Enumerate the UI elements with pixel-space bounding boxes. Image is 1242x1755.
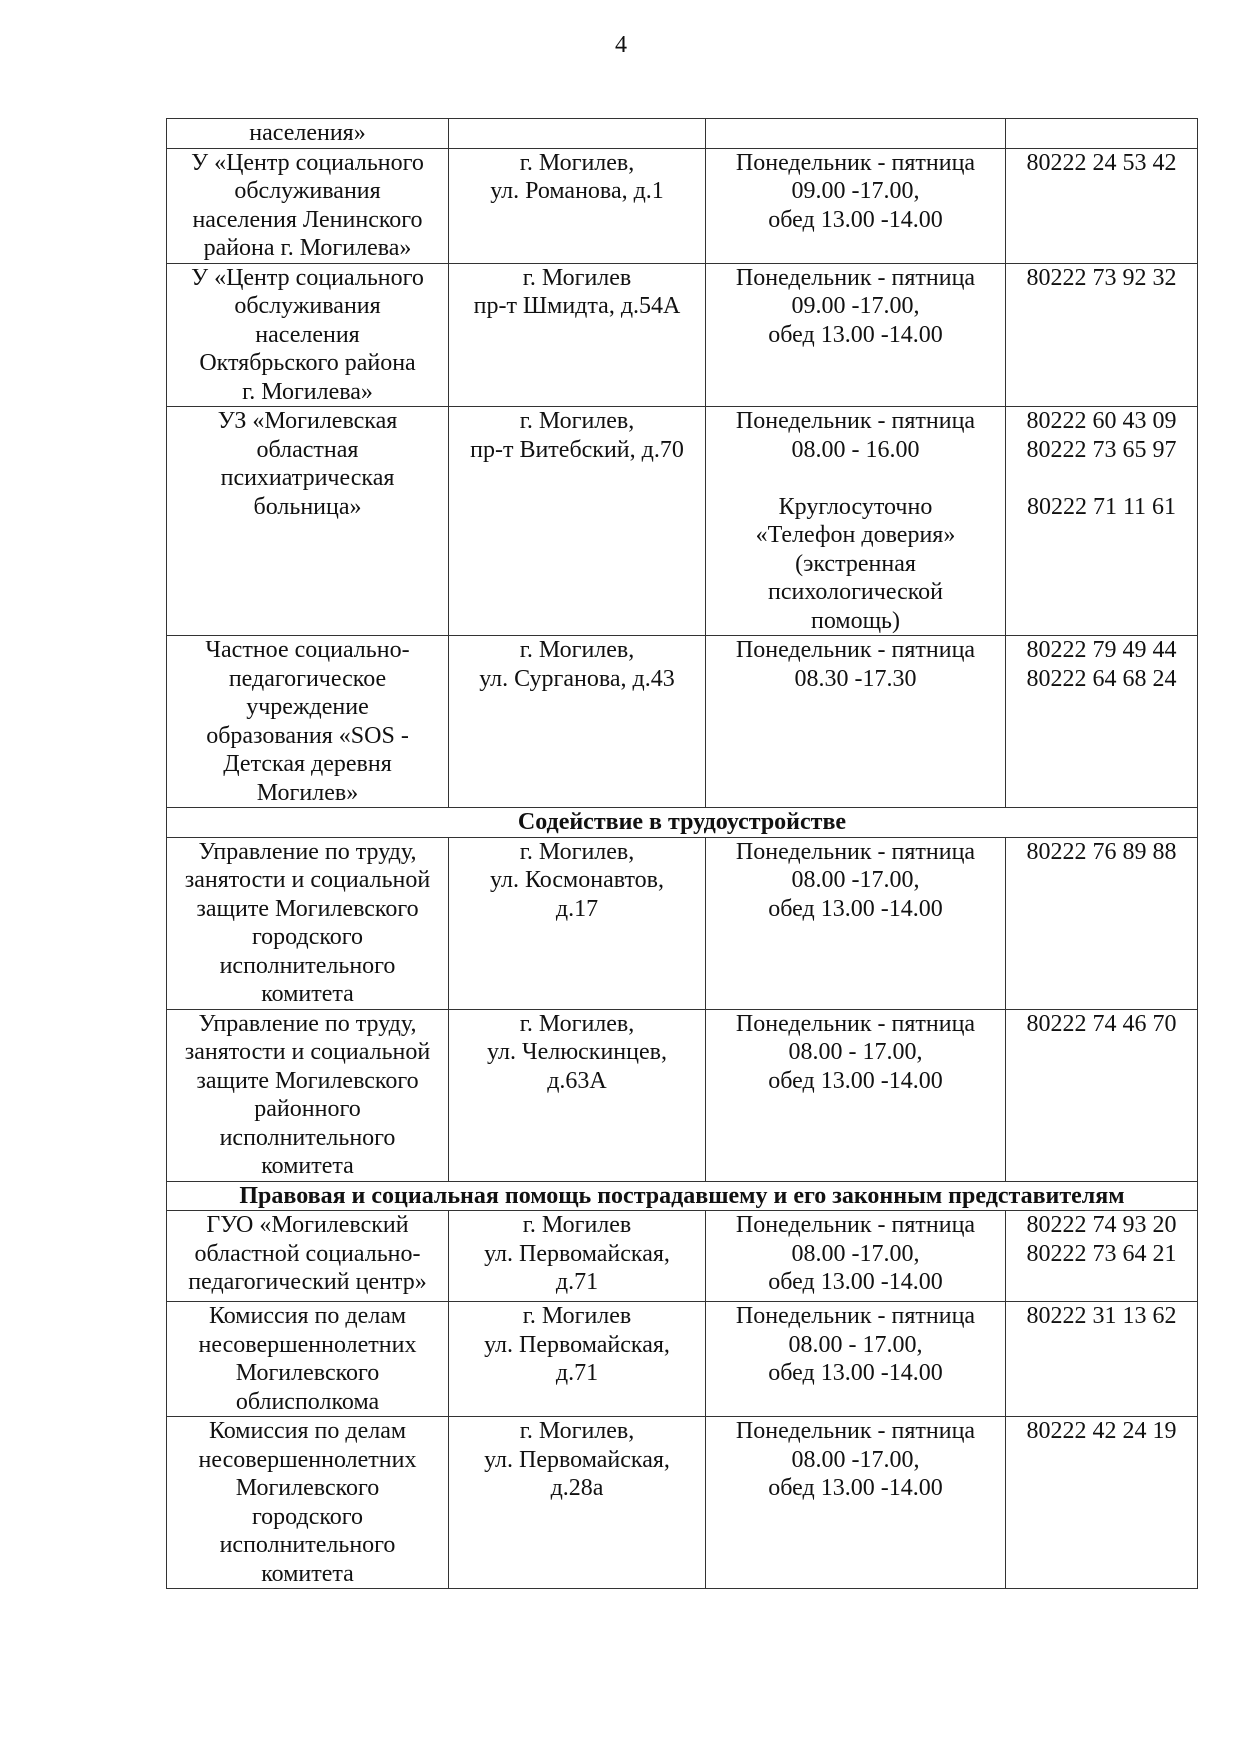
section-header-row — [167, 1181, 1198, 1211]
section-header-row — [167, 808, 1198, 838]
address-cell: г. Могилев ул. Первомайская, д.71 — [449, 1211, 706, 1302]
page-number: 4 — [615, 32, 627, 58]
phone-cell: 80222 74 46 70 — [1006, 1009, 1198, 1181]
hours-cell: Понедельник - пятница 09.00 -17.00, обед 13.00 -14.00 — [706, 263, 1006, 407]
address-cell — [449, 119, 706, 149]
contacts-table — [166, 118, 1198, 1589]
section-title: Содействие в трудоустройстве — [167, 808, 1198, 838]
table-row — [167, 1009, 1198, 1181]
table-row — [167, 119, 1198, 149]
address-cell: г. Могилев, ул. Сурганова, д.43 — [449, 636, 706, 808]
address-cell: г. Могилев, ул. Первомайская, д.28а — [449, 1417, 706, 1589]
phone-cell — [1006, 119, 1198, 149]
hours-cell — [706, 119, 1006, 149]
address-cell: г. Могилев, ул. Космонавтов, д.17 — [449, 837, 706, 1009]
organization-cell: Частное социально- педагогическое учреждение образования «SOS - Детская деревня Могилев» — [167, 636, 449, 808]
hours-cell: Понедельник - пятница 08.00 -17.00, обед 13.00 -14.00 — [706, 837, 1006, 1009]
phone-cell: 80222 24 53 42 — [1006, 148, 1198, 263]
address-cell: г. Могилев, ул. Романова, д.1 — [449, 148, 706, 263]
table-row — [167, 636, 1198, 808]
table-row — [167, 263, 1198, 407]
address-cell: г. Могилев, ул. Челюскинцев, д.63А — [449, 1009, 706, 1181]
address-cell: г. Могилев, пр-т Витебский, д.70 — [449, 407, 706, 636]
organization-cell: У «Центр социального обслуживания населения Октябрьского района г. Могилева» — [167, 263, 449, 407]
table-row — [167, 1417, 1198, 1589]
phone-cell: 80222 60 43 09 80222 73 65 97 80222 71 11 61 — [1006, 407, 1198, 636]
phone-cell: 80222 76 89 88 — [1006, 837, 1198, 1009]
hours-cell: Понедельник - пятница 08.30 -17.30 — [706, 636, 1006, 808]
table-row — [167, 1211, 1198, 1302]
hours-cell: Понедельник - пятница 08.00 - 17.00, обед 13.00 -14.00 — [706, 1302, 1006, 1417]
table-row — [167, 1302, 1198, 1417]
phone-cell: 80222 79 49 44 80222 64 68 24 — [1006, 636, 1198, 808]
hours-cell: Понедельник - пятница 08.00 - 16.00 Круглосуточно «Телефон доверия» (экстренная психологической помощь) — [706, 407, 1006, 636]
organization-cell: Управление по труду, занятости и социальной защите Могилевского районного исполнительного комитета — [167, 1009, 449, 1181]
organization-cell: Комиссия по делам несовершеннолетних Могилевского городского исполнительного комитета — [167, 1417, 449, 1589]
phone-cell: 80222 31 13 62 — [1006, 1302, 1198, 1417]
contacts-table-body — [167, 119, 1198, 1589]
phone-cell: 80222 74 93 20 80222 73 64 21 — [1006, 1211, 1198, 1302]
organization-cell: У «Центр социального обслуживания населения Ленинского района г. Могилева» — [167, 148, 449, 263]
organization-cell: Управление по труду, занятости и социальной защите Могилевского городского исполнительного комитета — [167, 837, 449, 1009]
table-row — [167, 837, 1198, 1009]
hours-cell: Понедельник - пятница 08.00 -17.00, обед 13.00 -14.00 — [706, 1417, 1006, 1589]
phone-cell: 80222 42 24 19 — [1006, 1417, 1198, 1589]
organization-cell: ГУО «Могилевский областной социально- педагогический центр» — [167, 1211, 449, 1302]
organization-cell: населения» — [167, 119, 449, 149]
address-cell: г. Могилев пр-т Шмидта, д.54А — [449, 263, 706, 407]
hours-cell: Понедельник - пятница 09.00 -17.00, обед 13.00 -14.00 — [706, 148, 1006, 263]
organization-cell: УЗ «Могилевская областная психиатрическая больница» — [167, 407, 449, 636]
section-title: Правовая и социальная помощь пострадавшему и его законным представителям — [167, 1181, 1198, 1211]
hours-cell: Понедельник - пятница 08.00 -17.00, обед 13.00 -14.00 — [706, 1211, 1006, 1302]
table-row — [167, 148, 1198, 263]
phone-cell: 80222 73 92 32 — [1006, 263, 1198, 407]
organization-cell: Комиссия по делам несовершеннолетних Могилевского облисполкома — [167, 1302, 449, 1417]
hours-cell: Понедельник - пятница 08.00 - 17.00, обед 13.00 -14.00 — [706, 1009, 1006, 1181]
table-row — [167, 407, 1198, 636]
address-cell: г. Могилев ул. Первомайская, д.71 — [449, 1302, 706, 1417]
